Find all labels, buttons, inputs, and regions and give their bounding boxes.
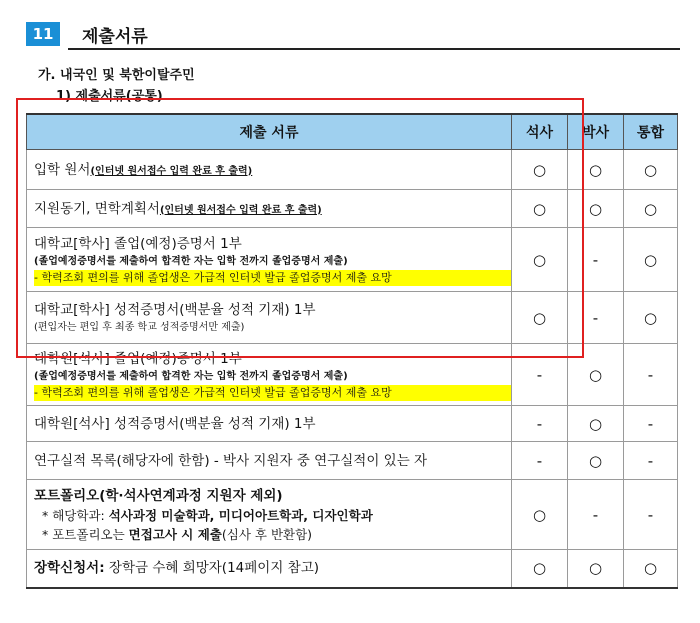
document-cell: [27, 480, 512, 550]
document-name: 연구실적 목록(해당자에 한함) - 박사 지원자 중 연구실적이 있는 자: [34, 452, 428, 469]
mark-masters: ○: [512, 190, 568, 228]
mark-masters: ○: [512, 550, 568, 588]
mark-integrated: -: [624, 480, 678, 550]
document-cell: [27, 292, 512, 344]
document-name: 지원동기, 면학계획서: [34, 200, 160, 217]
mark-integrated: ○: [624, 292, 678, 344]
document-name: 대학교[학사] 성적증명서(백분율 성적 기재) 1부: [34, 301, 316, 318]
document-cell: [27, 550, 512, 588]
mark-integrated: ○: [624, 550, 678, 588]
mark-doctoral: ○: [568, 190, 624, 228]
document-cell: [27, 190, 512, 228]
mark-doctoral: -: [568, 480, 624, 550]
document-name: 대학원[석사] 졸업(예정)증명서 1부: [34, 350, 242, 367]
subheading-documents: 1) 제출서류(공통): [56, 89, 163, 104]
document-name: 대학원[석사] 성적증명서(백분율 성적 기재) 1부: [34, 415, 316, 432]
document-subnote: (편입자는 편입 후 최종 학교 성적증명서만 제출): [34, 321, 245, 333]
mark-doctoral: ○: [568, 406, 624, 442]
document-name: 대학교[학사] 졸업(예정)증명서 1부: [34, 235, 242, 252]
table-row: [27, 344, 678, 406]
section-divider: [68, 48, 680, 50]
header-integrated: 통합: [624, 114, 678, 150]
document-cell: [27, 228, 512, 292]
mark-masters: -: [512, 406, 568, 442]
scholarship-label: 장학신청서:: [34, 560, 105, 577]
table-row: [27, 190, 678, 228]
scholarship-detail: 장학금 수혜 희망자(14페이지 참고): [104, 560, 320, 577]
table-header-row: [27, 114, 678, 150]
table-row: [27, 292, 678, 344]
mark-masters: ○: [512, 150, 568, 190]
table-row: [27, 550, 678, 588]
mark-integrated: ○: [624, 190, 678, 228]
table-row: [27, 480, 678, 550]
mark-integrated: ○: [624, 228, 678, 292]
header-doctoral: 박사: [568, 114, 624, 150]
documents-table: [26, 113, 678, 589]
mark-doctoral: ○: [568, 442, 624, 480]
mark-masters: ○: [512, 292, 568, 344]
table-row: [27, 442, 678, 480]
table-row: [27, 406, 678, 442]
header-documents: 제출 서류: [27, 114, 512, 150]
mark-masters: -: [512, 442, 568, 480]
mark-doctoral: -: [568, 292, 624, 344]
mark-masters: ○: [512, 228, 568, 292]
document-subnote: (졸업예정증명서를 제출하여 합격한 자는 입학 전까지 졸업증명서 제출): [34, 255, 348, 267]
document-name: 입학 원서: [34, 161, 91, 178]
document-note: (인터넷 원서접수 입력 완료 후 출력): [159, 204, 322, 216]
mark-integrated: ○: [624, 150, 678, 190]
document-cell: [27, 344, 512, 406]
document-cell: [27, 406, 512, 442]
highlighted-note: - 학력조회 편의를 위해 졸업생은 가급적 인터넷 발급 졸업증명서 제출 요망: [34, 270, 511, 286]
highlighted-note: - 학력조회 편의를 위해 졸업생은 가급적 인터넷 발급 졸업증명서 제출 요망: [34, 385, 511, 401]
mark-doctoral: -: [568, 228, 624, 292]
document-cell: [27, 150, 512, 190]
mark-integrated: -: [624, 442, 678, 480]
document-note: (인터넷 원서접수 입력 완료 후 출력): [90, 165, 253, 177]
mark-doctoral: ○: [568, 550, 624, 588]
table-row: [27, 228, 678, 292]
mark-masters: -: [512, 344, 568, 406]
section-number-badge: 11: [26, 22, 60, 46]
document-subnote: (졸업예정증명서를 제출하여 합격한 자는 입학 전까지 졸업증명서 제출): [34, 370, 348, 382]
portfolio-submission: * 포트폴리오는 면접고사 시 제출(심사 후 반환함): [42, 526, 313, 542]
document-cell: [27, 442, 512, 480]
portfolio-departments: * 해당학과: 석사과정 미술학과, 미디어아트학과, 디자인학과: [42, 507, 373, 523]
mark-masters: ○: [512, 480, 568, 550]
table-row: [27, 150, 678, 190]
mark-doctoral: ○: [568, 344, 624, 406]
section-title: 제출서류: [82, 27, 148, 47]
subheading-domestic: 가. 내국인 및 북한이탈주민: [38, 68, 195, 83]
mark-integrated: -: [624, 406, 678, 442]
header-masters: 석사: [512, 114, 568, 150]
portfolio-title: 포트폴리오(학·석사연계과정 지원자 제외): [34, 487, 283, 504]
mark-doctoral: ○: [568, 150, 624, 190]
mark-integrated: -: [624, 344, 678, 406]
